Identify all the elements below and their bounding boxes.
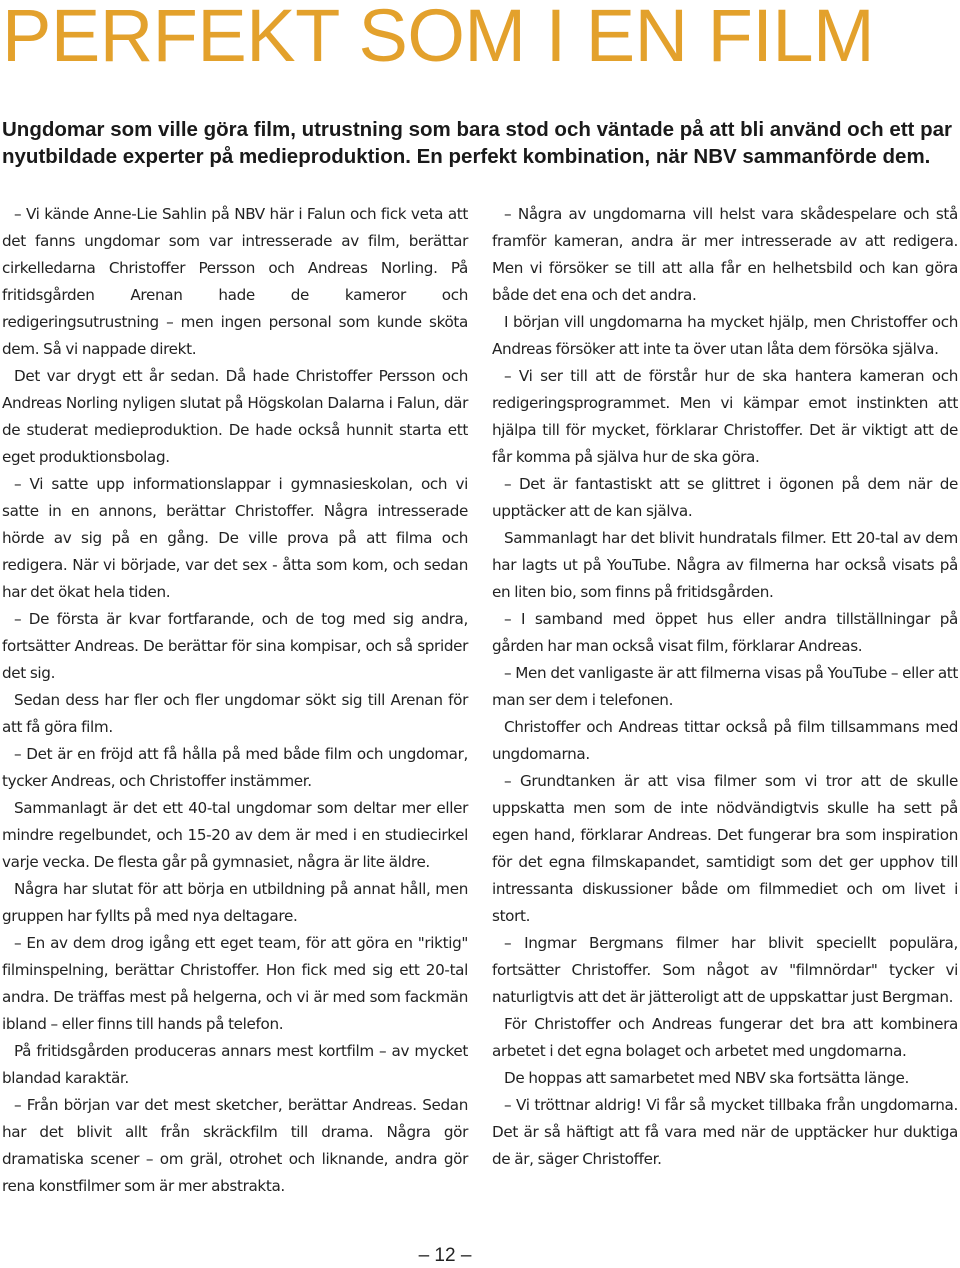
paragraph: Sammanlagt är det ett 40-tal ungdomar som deltar mer eller mindre regelbundet, och 15-20 av dem är med i en studiecirkel varje vecka. De flesta går på gymnasiet, några är lite äldre.: [2, 799, 468, 871]
paragraph: – Det är fantastiskt att se glittret i ögonen på dem när de upptäcker att de kan själva.: [492, 475, 958, 520]
paragraph: Det var drygt ett år sedan. Då hade Christoffer Persson och Andreas Norling nyligen slutat på Högskolan Dalarna i Falun, där de studerat medieproduktion. De hade också hunnit starta ett eget produktionsbolag.: [2, 367, 468, 466]
paragraph: – Vi kände Anne-Lie Sahlin på NBV här i Falun och fick veta att det fanns ungdomar som var intresserade av film, berättar cirkelledarna Christoffer Persson och Andreas Norling. På fritidsgården Arenan hade de kameror och redigeringsutrustning – men ingen personal som kunde sköta dem. Så vi nappade direkt.: [2, 205, 468, 358]
paragraph: För Christoffer och Andreas fungerar det bra att kombinera arbetet i det egna bolaget och arbetet med ungdomarna.: [492, 1015, 958, 1060]
paragraph: – Grundtanken är att visa filmer som vi tror att de skulle uppskatta men som de inte nödvändigtvis skulle ha sett på egen hand, förklarar Andreas. Det fungerar bra som inspiration för det egna filmskapandet, samtidigt som det ger upphov till intressanta diskussioner både om filmmediet och om livet i stort.: [492, 772, 958, 925]
paragraph: I början vill ungdomarna ha mycket hjälp, men Christoffer och Andreas försöker att inte ta över utan låta dem försöka själva.: [492, 313, 958, 358]
paragraph: Christoffer och Andreas tittar också på film tillsammans med ungdomarna.: [492, 718, 958, 763]
paragraph: Sedan dess har fler och fler ungdomar sökt sig till Arenan för att få göra film.: [2, 691, 468, 736]
paragraph: – En av dem drog igång ett eget team, för att göra en "riktig" filminspelning, berättar Christoffer. Hon fick med sig ett 20-tal andra. De träffas mest på helgerna, och vi är med som fackmän ibland – eller finns till hands på telefon.: [2, 934, 468, 1033]
paragraph: De hoppas att samarbetet med NBV ska fortsätta länge.: [504, 1069, 910, 1087]
paragraph: Sammanlagt har det blivit hundratals filmer. Ett 20-tal av dem har lagts ut på YouTube. Några av filmerna har också visats på en liten bio, som finns på fritidsgården.: [492, 529, 958, 601]
article-column-left: [2, 201, 468, 1200]
paragraph: – Det är en fröjd att få hålla på med både film och ungdomar, tycker Andreas, och Christoffer instämmer.: [2, 745, 468, 790]
paragraph: På fritidsgården produceras annars mest kortfilm – av mycket blandad karaktär.: [2, 1042, 468, 1087]
paragraph: – Men det vanligaste är att filmerna visas på YouTube – eller att man ser dem i telefonen.: [492, 664, 958, 709]
article-lead: Ungdomar som ville göra film, utrustning som bara stod och väntade på att bli använd och ett par nyutbildade experter på medieproduktion. En perfekt kombination, när NBV sammanförde dem.: [2, 118, 952, 168]
paragraph: – Ingmar Bergmans filmer har blivit speciellt populära, fortsätter Christoffer. Som något av "filmnördar" tycker vi naturligtvis att det är jätteroligt att de uppskattar just Bergman.: [492, 934, 958, 1006]
page-number: – 12 –: [418, 1245, 472, 1266]
paragraph: – Vi ser till att de förstår hur de ska hantera kameran och redigeringsprogrammet. Men vi kämpar emot instinkten att hjälpa till för mycket, förklarar Christoffer. Det är viktigt att de får komma på själva hur de ska göra.: [492, 367, 958, 466]
paragraph: – Vi tröttnar aldrig! Vi får så mycket tillbaka från ungdomarna. Det är så häftigt att få vara med när de upptäcker hur duktiga de är, säger Christoffer.: [492, 1096, 958, 1168]
article-column-right: [492, 201, 958, 1173]
paragraph: Några har slutat för att börja en utbildning på annat håll, men gruppen har fyllts på med nya deltagare.: [2, 880, 468, 925]
paragraph: – De första är kvar fortfarande, och de tog med sig andra, fortsätter Andreas. De berättar för sina kompisar, och så sprider det sig.: [2, 610, 468, 682]
article-title: PERFEKT SOM I EN FILM: [2, 0, 875, 77]
paragraph: – Från början var det mest sketcher, berättar Andreas. Sedan har det blivit allt från skräckfilm till drama. Några gör dramatiska scener – om gräl, otrohet och liknande, andra gör rena konstfilmer som är mer abstrakta.: [2, 1096, 468, 1195]
paragraph: – Några av ungdomarna vill helst vara skådespelare och stå framför kameran, andra är mer intresserade av att redigera. Men vi försöker se till att alla får en helhetsbild och kan göra både det ena och det andra.: [492, 205, 958, 304]
paragraph: – Vi satte upp informationslappar i gymnasieskolan, och vi satte in en annons, berättar Christoffer. Några intresserade hörde av sig på en gång. De ville prova på att filma och redigera. När vi började, var det sex - åtta som kom, och sedan har det ökat hela tiden.: [2, 475, 468, 601]
paragraph: – I samband med öppet hus eller andra tillställningar på gården har man också visat film, förklarar Andreas.: [492, 610, 958, 655]
